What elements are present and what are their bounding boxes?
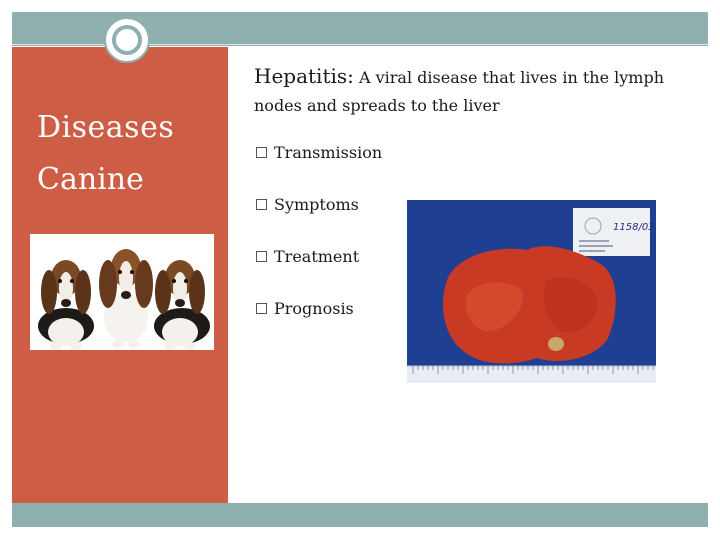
puppy-center-image (99, 249, 153, 348)
slide-title-canine: Canine (37, 162, 144, 197)
circle-ornament-icon (104, 17, 150, 63)
bullet-label: Prognosis (274, 299, 354, 318)
puppy-right-image (154, 260, 210, 350)
bullet-box-icon (256, 199, 267, 210)
specimen-label-card (573, 208, 655, 256)
bullet-label: Transmission (274, 143, 383, 162)
bullet-label: Symptoms (274, 195, 359, 214)
ruler-image (407, 366, 656, 383)
bullet-box-icon (256, 251, 267, 262)
circle-ornament-inner (112, 25, 142, 55)
puppy-left-image (38, 260, 94, 350)
basset-puppies-image (30, 234, 214, 350)
bottom-band (12, 503, 708, 527)
bullet-item (256, 143, 382, 162)
specimen-label-number: 1158/03 (613, 222, 655, 233)
liver-specimen-image (407, 200, 656, 383)
bullet-label: Treatment (274, 247, 360, 266)
bullet-item (256, 247, 359, 266)
heading-term: Hepatitis: (254, 64, 354, 88)
bullet-item (256, 299, 354, 318)
heading-description: A viral disease that lives in the lymph nodes and spreads to the liver (254, 68, 664, 115)
slide-title-diseases: Diseases (37, 110, 175, 145)
bullet-box-icon (256, 147, 267, 158)
bullet-item (256, 195, 359, 214)
bullet-box-icon (256, 303, 267, 314)
hepatitis-heading (254, 62, 694, 120)
